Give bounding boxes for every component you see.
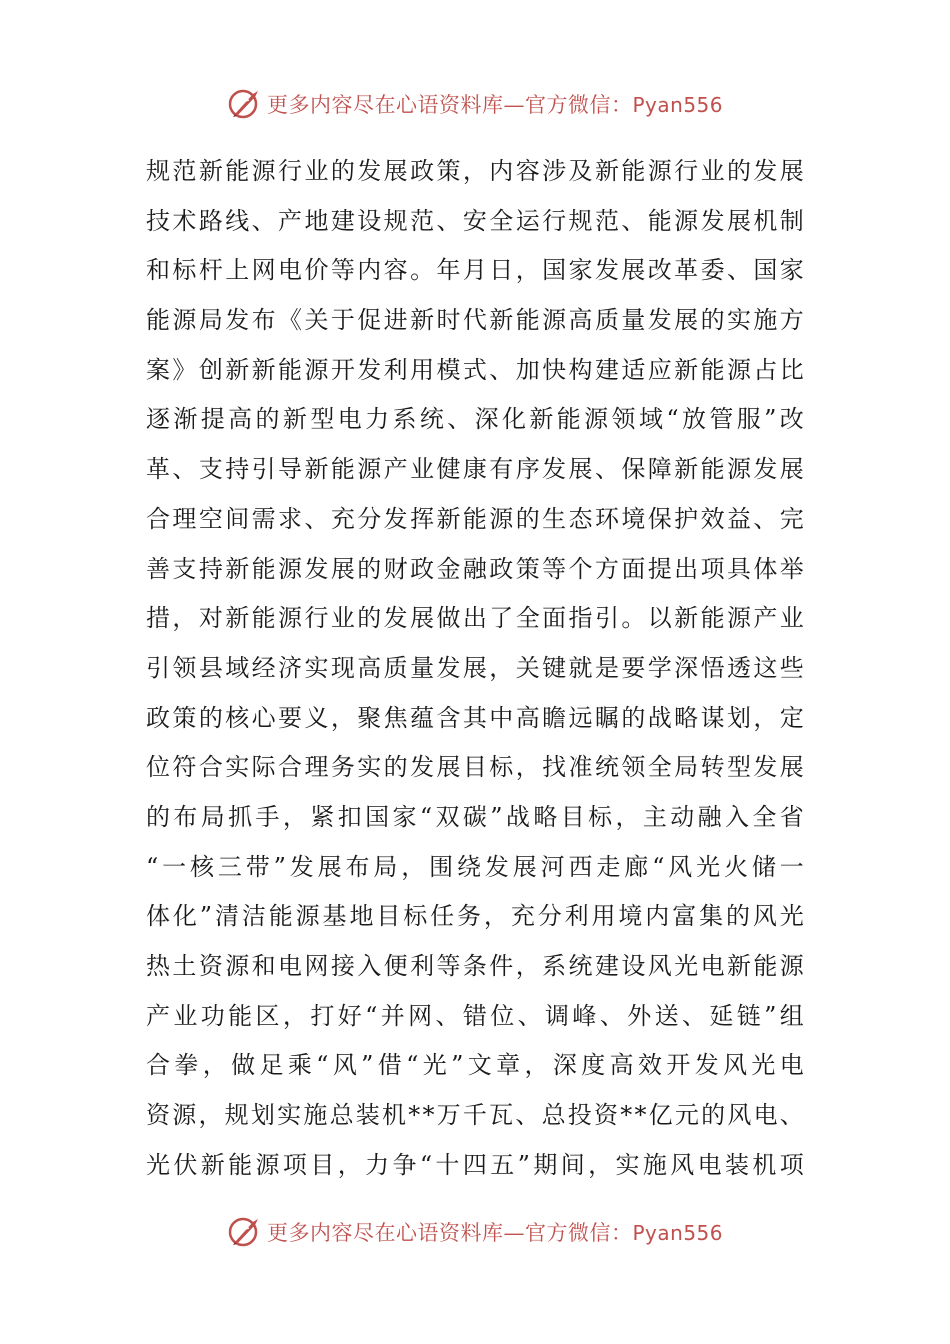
text-line: 政策的核心要义，聚焦蕴含其中高瞻远瞩的战略谋划，定 <box>146 703 806 732</box>
footer-banner <box>0 1212 950 1252</box>
header-banner-text: 更多内容尽在心语资料库—官方微信：Pyan556 <box>266 93 723 117</box>
header-wechat-id: Pyan556 <box>632 93 723 117</box>
text-line: 体化”清洁能源基地目标任务，充分利用境内富集的风光 <box>146 902 806 931</box>
text-line: 和标杆上网电价等内容。年月日，国家发展改革委、国家 <box>146 256 806 285</box>
text-line: 措，对新能源行业的发展做出了全面指引。以新能源产业 <box>146 604 806 633</box>
document-body <box>146 147 826 1190</box>
text-line: 引领县域经济实现高质量发展，关键就是要学深悟透这些 <box>146 653 806 682</box>
text-line: “一核三带”发展布局，围绕发展河西走廊“风光火储一 <box>146 852 806 881</box>
footer-wechat-id: Pyan556 <box>632 1221 723 1245</box>
text-line: 革、支持引导新能源产业健康有序发展、保障新能源发展 <box>146 455 806 484</box>
text-line: 资源，规划实施总装机**万千瓦、总投资**亿元的风电、 <box>146 1101 806 1130</box>
text-line: 合拳，做足乘“风”借“光”文章，深度高效开发风光电 <box>146 1051 806 1080</box>
pen-logo-icon <box>227 1214 263 1250</box>
text-line: 规范新能源行业的发展政策，内容涉及新能源行业的发展 <box>146 157 806 185</box>
text-line: 合理空间需求、充分发挥新能源的生态环境保护效益、完 <box>146 504 806 533</box>
pen-logo-icon <box>227 86 263 122</box>
text-line: 热土资源和电网接入便利等条件，系统建设风光电新能源 <box>146 952 806 980</box>
header-banner <box>0 84 950 124</box>
text-line: 的布局抓手，紧扣国家“双碳”战略目标，主动融入全省 <box>146 802 806 831</box>
footer-banner-text: 更多内容尽在心语资料库—官方微信：Pyan556 <box>266 1221 723 1245</box>
text-line: 位符合实际合理务实的发展目标，找准统领全局转型发展 <box>146 753 806 782</box>
text-line: 光伏新能源项目，力争“十四五”期间，实施风电装机项 <box>146 1150 806 1179</box>
text-line: 产业功能区，打好“并网、错位、调峰、外送、延链”组 <box>146 1001 806 1030</box>
text-line: 善支持新能源发展的财政金融政策等个方面提出项具体举 <box>146 554 806 583</box>
text-line: 逐渐提高的新型电力系统、深化新能源领域“放管服”改 <box>146 405 806 434</box>
text-line: 案》创新新能源开发利用模式、加快构建适应新能源占比 <box>146 355 806 384</box>
text-line: 技术路线、产地建设规范、安全运行规范、能源发展机制 <box>146 206 806 235</box>
text-line: 能源局发布《关于促进新时代新能源高质量发展的实施方 <box>146 306 806 335</box>
